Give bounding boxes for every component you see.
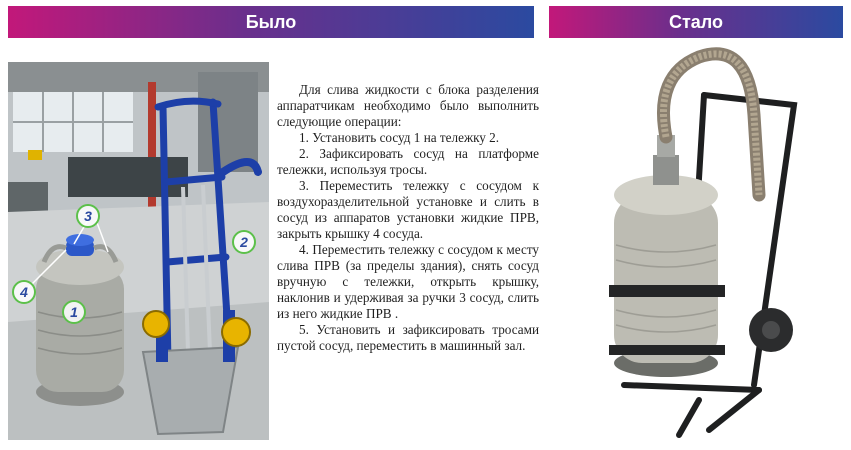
procedure-step-4: 4. Переместить тележку с сосудом к месту слива ПРВ (за пределы здания), снять сосуд вручную с тележки, открыть крышку, наклонив и удерживая за ручки 3 сосуд, слить из него жидкие ПРВ . — [277, 242, 539, 321]
callout-2-label: 2 — [240, 234, 248, 250]
callout-1 — [62, 300, 86, 324]
procedure-text — [277, 82, 539, 354]
header-before-label: Было — [245, 11, 297, 32]
callout-4 — [12, 280, 36, 304]
header-before — [8, 6, 534, 38]
callout-4-label: 4 — [20, 284, 28, 300]
procedure-step-1: 1. Установить сосуд 1 на тележку 2. — [299, 130, 500, 145]
callout-3 — [76, 204, 100, 228]
photo-after — [549, 45, 844, 440]
procedure-step-2: 2. Зафиксировать сосуд на платформе тележки, используя тросы. — [277, 146, 539, 177]
procedure-step-5: 5. Установить и зафиксировать тросами пустой сосуд, переместить в машинный зал. — [277, 322, 539, 353]
procedure-step-3: 3. Переместить тележку с сосудом к воздухоразделительной установке и слить в сосуд из аппаратов установки жидкие ПРВ, закрыть крышку 4 сосуда. — [277, 178, 539, 241]
after-scene-illustration — [549, 45, 844, 440]
procedure-intro: Для слива жидкости с блока разделения аппаратчикам необходимо было выполнить следующие операции: — [277, 82, 539, 129]
photo-before — [8, 62, 269, 440]
callout-1-label: 1 — [70, 304, 78, 320]
callout-2 — [232, 230, 256, 254]
before-scene-illustration — [8, 62, 269, 440]
header-after — [549, 6, 843, 38]
callout-3-label: 3 — [84, 208, 92, 224]
header-after-label: Стало — [668, 11, 724, 32]
